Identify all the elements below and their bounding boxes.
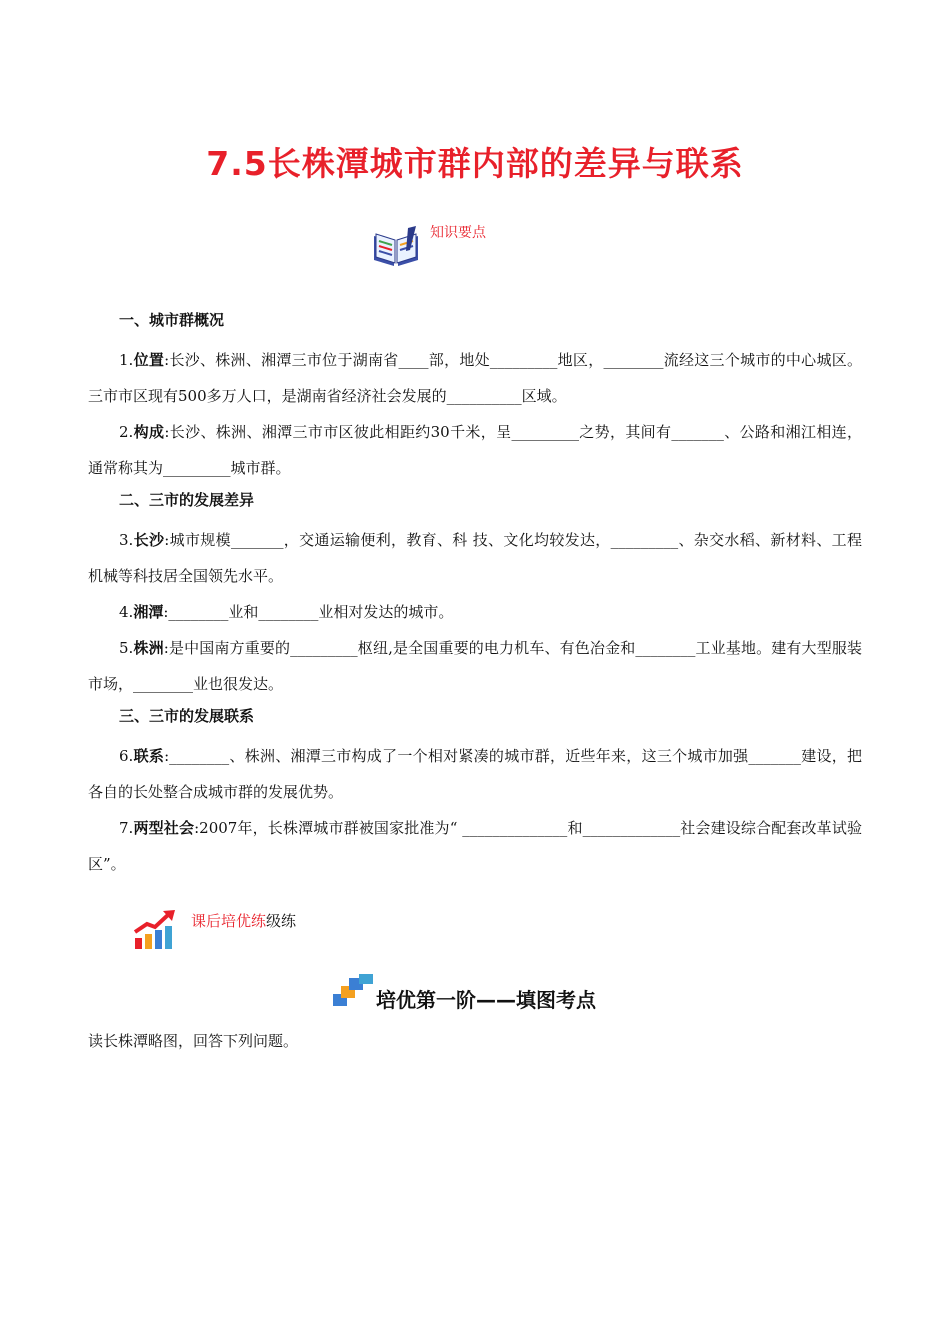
tier-one-heading: 培优第一阶——填图考点 <box>376 988 596 1012</box>
rising-chart-icon <box>133 908 177 950</box>
para-two-oriented-society: 7.两型社会:2007年，长株潭城市群被国家批准为“ ______________和_____________社会建设综合配套改革试验区”。 <box>88 819 862 873</box>
para-location: 1.位置:长沙、株洲、湘潭三市位于湖南省____部，地处_________地区，________流经这三个城市的中心城区。三市市区现有500多万人口，是湖南省经济社会发展的__________区域。 <box>88 351 862 405</box>
section-heading-connections: 三、三市的发展联系 <box>119 707 255 725</box>
knowledge-points-label: 知识要点 <box>430 225 486 241</box>
section-heading-differences: 二、三市的发展差异 <box>119 491 255 509</box>
para-composition: 2.构成:长沙、株洲、湘潭三市市区彼此相距约30千米，呈_________之势，其间有_______、公路和湘江相连，通常称其为_________城市群。 <box>88 423 862 477</box>
homework-label: 课后培优练级练 <box>191 912 297 930</box>
open-book-icon <box>370 224 422 268</box>
para-xiangtan: 4.湘潭:________业和________业相对发达的城市。 <box>119 603 454 621</box>
instruction-text: 读长株潭略图，回答下列问题。 <box>88 1032 299 1050</box>
para-changsha: 3.长沙:城市规模_______，交通运输便利，教育、科 技、文化均较发达，_________、杂交水稻、新材料、工程机械等科技居全国领先水平。 <box>88 531 862 585</box>
stairs-icon <box>331 974 375 1008</box>
section-heading-overview: 一、城市群概况 <box>119 311 225 329</box>
page-title: 7.5长株潭城市群内部的差异与联系 <box>206 144 744 183</box>
para-connection: 6.联系:________、株洲、湘潭三市构成了一个相对紧凑的城市群，近些年来，这三个城市加强_______建设，把各自的长处整合成城市群的发展优势。 <box>88 747 862 801</box>
para-zhuzhou: 5.株洲:是中国南方重要的_________枢纽,是全国重要的电力机车、有色冶金和________工业基地。建有大型服装市场，________业也很发达。 <box>88 639 862 693</box>
knowledge-content <box>88 306 862 882</box>
